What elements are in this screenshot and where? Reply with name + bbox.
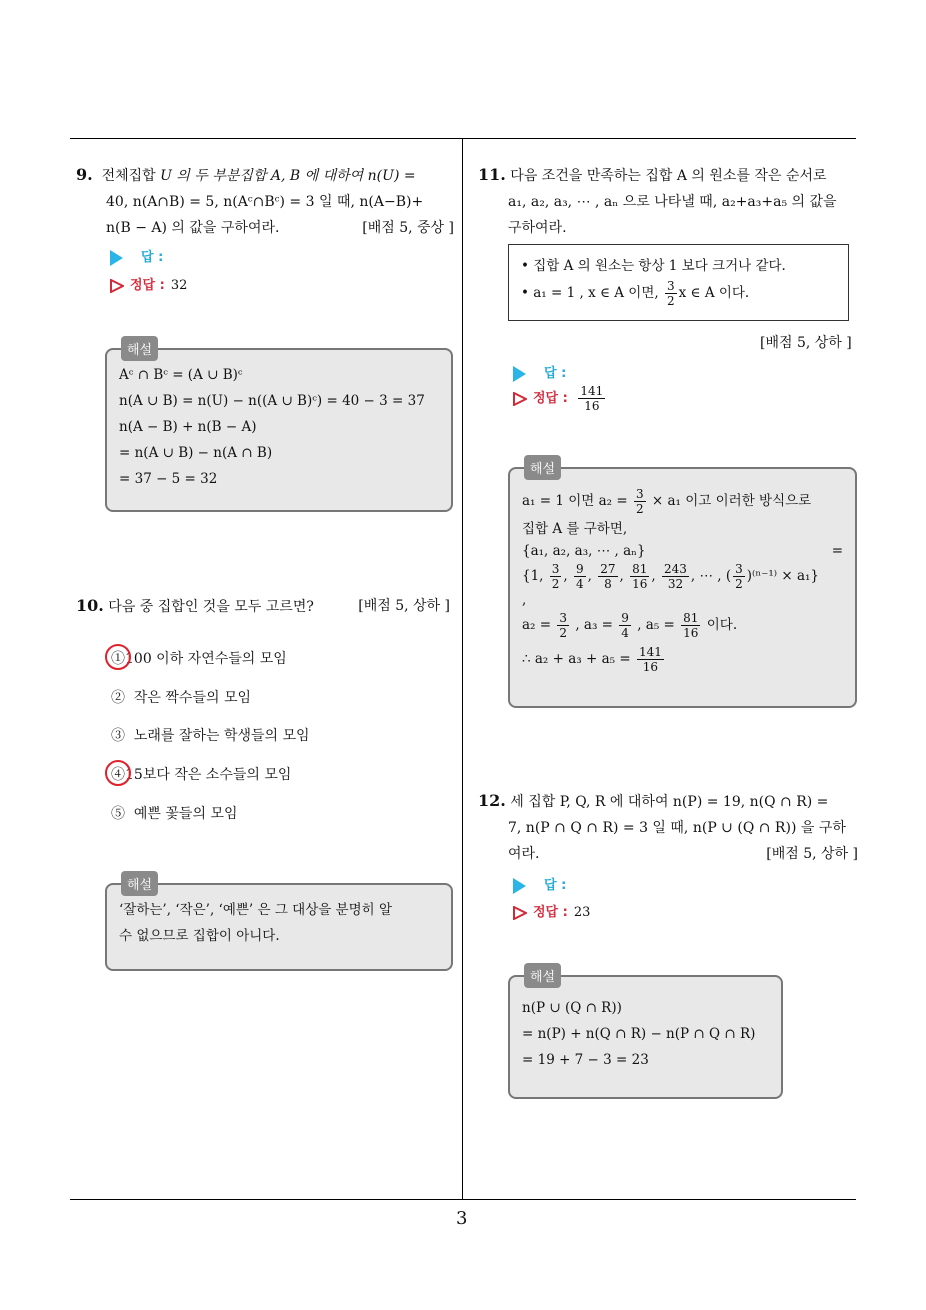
q11-sol1-post: × a₁ 이고 이러한 방식으로 <box>651 493 812 509</box>
numerator: 3 <box>559 611 568 625</box>
option-text: 작은 짝수들의 모임 <box>133 690 251 706</box>
fraction <box>557 611 569 640</box>
fraction <box>665 279 677 308</box>
q9-line1-math: U 의 두 부분집합 A, B 에 대하여 n(U) = <box>160 168 416 184</box>
q9-line2: 40, n(A∩B) = 5, n(Aᶜ∩Bᶜ) = 3 일 때, n(A−B)+ <box>106 194 424 210</box>
q10-solution-line: 수 없으므로 집합이 아니다. <box>119 928 280 944</box>
q11-correct-value <box>578 384 605 413</box>
fraction <box>574 562 586 591</box>
q10-option-1[interactable] <box>111 648 287 668</box>
bottom-rule <box>70 1199 856 1200</box>
q11-answer-row <box>513 362 566 382</box>
q9-line3: n(B − A) 의 값을 구하여라. <box>106 220 280 236</box>
denominator: 16 <box>632 577 648 591</box>
denominator: 2 <box>559 626 568 640</box>
numerator: 141 <box>580 384 604 398</box>
q9-correct-value: 32 <box>170 278 188 293</box>
q12-answer-row <box>513 874 566 894</box>
q9-solution-tag: 해설 <box>121 336 158 361</box>
question-12 <box>478 788 858 867</box>
denominator: 2 <box>551 577 560 591</box>
denominator: 8 <box>604 577 612 591</box>
denominator: 2 <box>635 502 644 516</box>
q11-sol7-pre: ∴ a₂ + a₃ + a₅ = <box>522 651 631 667</box>
play-icon <box>513 366 526 382</box>
play-icon <box>513 878 526 894</box>
q12-solution-line: n(P ∪ (Q ∩ R)) <box>522 1000 622 1016</box>
outline-triangle-icon <box>513 392 527 406</box>
denominator: 2 <box>666 294 675 308</box>
q12-solution-box <box>508 970 783 1099</box>
fraction <box>681 611 700 640</box>
q9-solution-box <box>105 343 453 512</box>
option-mark: ③ <box>111 728 125 744</box>
option-text: 예쁜 꽃들의 모임 <box>133 806 238 822</box>
q11-solution-line <box>522 542 843 560</box>
q12-correct-label: 정답 : <box>533 905 568 920</box>
q11-solution-line <box>522 608 843 642</box>
q12-score: [배점 5, 상하 ] <box>766 846 858 862</box>
fraction <box>619 611 631 640</box>
option-text: 100 이하 자연수들의 모임 <box>125 651 287 667</box>
numerator: 3 <box>635 487 644 501</box>
denominator: 16 <box>683 626 699 640</box>
q11-solution-line: 집합 A 를 구하면, <box>522 521 628 537</box>
denominator: 4 <box>576 577 584 591</box>
q10-option-5[interactable] <box>111 803 237 823</box>
q12-line1: 세 집합 P, Q, R 에 대하여 n(P) = 19, n(Q ∩ R) = <box>510 794 829 810</box>
q12-line3: 여라. <box>508 846 540 862</box>
q10-number: 10. <box>76 596 104 615</box>
question-9 <box>76 162 454 241</box>
q11-sol4-tail: , ⋯ , ( <box>690 568 732 584</box>
numerator: 3 <box>551 562 560 576</box>
q10-score: [배점 5, 상하 ] <box>358 598 450 614</box>
q9-solution-line: n(A ∪ B) = n(U) − n((A ∪ B)ᶜ) = 40 − 3 = 37 <box>119 393 425 409</box>
q11-solution-box <box>508 462 857 708</box>
denominator: 32 <box>667 577 684 591</box>
q12-number: 12. <box>478 791 506 810</box>
denominator: 2 <box>735 577 743 591</box>
q11-condition-2 <box>521 279 836 308</box>
q11-sol1-pre: a₁ = 1 이면 a₂ = <box>522 493 628 509</box>
option-mark: ② <box>111 690 125 706</box>
q11-solution-line <box>522 487 843 516</box>
top-rule <box>70 138 856 139</box>
numerator: 141 <box>638 645 662 659</box>
numerator: 3 <box>735 562 743 576</box>
q9-number: 9. <box>76 165 93 184</box>
selected-mark <box>105 644 131 670</box>
q11-sol6-end: 이다. <box>706 617 738 633</box>
q11-sol4-pow: )⁽ⁿ⁻¹⁾ × a₁} <box>746 568 820 584</box>
question-10 <box>76 593 450 620</box>
q12-correct-value: 23 <box>573 905 591 920</box>
option-mark: ① <box>111 651 125 667</box>
q11-number: 11. <box>478 165 506 184</box>
q11-condition-1: • 집합 A 의 원소는 항상 1 보다 크거나 같다. <box>521 258 786 274</box>
q12-line3-row <box>478 841 858 867</box>
q11-score: [배점 5, 상하 ] <box>760 335 852 351</box>
q12-solution-line: = n(P) + n(Q ∩ R) − n(P ∩ Q ∩ R) <box>522 1026 756 1042</box>
fraction <box>550 562 562 591</box>
q9-solution-line: = n(A ∪ B) − n(A ∩ B) <box>119 445 273 461</box>
selected-mark <box>105 760 131 786</box>
numerator: 3 <box>666 279 675 293</box>
q9-line1-text: 전체집합 <box>101 168 156 184</box>
numerator: 9 <box>576 562 584 576</box>
denominator: 16 <box>642 660 659 674</box>
option-text: 15보다 작은 소수들의 모임 <box>125 767 292 783</box>
q9-solution-line: = 37 − 5 = 32 <box>119 471 218 487</box>
q12-correct-row <box>513 901 590 920</box>
q9-correct-row <box>110 274 187 293</box>
outline-triangle-icon <box>513 906 527 920</box>
fraction <box>662 562 689 591</box>
q9-solution-line: n(A − B) + n(B − A) <box>119 419 257 435</box>
q11-sol6-a3: , a₃ = <box>575 617 613 633</box>
q11-line1: 다음 조건을 만족하는 집합 A 의 원소를 작은 순서로 <box>510 168 827 184</box>
q12-line2: 7, n(P ∩ Q ∩ R) = 3 일 때, n(P ∪ (Q ∩ R)) 을 구하 <box>508 820 846 836</box>
q11-line3: 구하여라. <box>508 220 567 236</box>
play-icon <box>110 250 123 266</box>
fraction <box>637 645 664 674</box>
q11-sol3-left: {a₁, a₂, a₃, ⋯ , aₙ} <box>522 543 646 559</box>
q9-correct-label: 정답 : <box>130 278 165 293</box>
q11-line2: a₁, a₂, a₃, ⋯ , aₙ 으로 나타낼 때, a₂+a₃+a₅ 의 값을 <box>508 194 837 210</box>
page-number: 3 <box>456 1208 468 1229</box>
q11-cond2-post: x ∈ A 이다. <box>678 285 750 301</box>
q9-line1 <box>76 162 454 189</box>
fraction <box>598 562 617 591</box>
numerator: 9 <box>621 611 629 625</box>
q9-score: [배점 5, 중상 ] <box>362 220 454 236</box>
q11-solution-line: {1, $\frac{3}{2}$ , $\frac{9}{4}$ , $\frac{27}{8}$ , $\frac{81}{16}$ , $\frac{243}{32}$ , ⋯ , ( $\frac{3}{2}$ )⁽ⁿ⁻¹⁾ × a₁} <box>522 562 820 591</box>
q10-option-2[interactable] <box>111 687 251 707</box>
q9-solution-line: Aᶜ ∩ Bᶜ = (A ∪ B)ᶜ <box>119 367 243 383</box>
q12-solution-line: = 19 + 7 − 3 = 23 <box>522 1052 649 1068</box>
q11-sol6-a5: , a₅ = <box>637 617 675 633</box>
q10-solution-box <box>105 878 453 971</box>
q11-solution-tag: 해설 <box>524 455 561 480</box>
option-mark: ④ <box>111 767 125 783</box>
numerator: 243 <box>664 562 687 576</box>
fraction <box>733 562 745 591</box>
q11-correct-row <box>513 384 607 413</box>
q11-sol6-a2: a₂ = <box>522 617 552 633</box>
q11-cond2-pre: • a₁ = 1 , x ∈ A 이면, <box>521 285 659 301</box>
denominator: 4 <box>621 626 629 640</box>
q10-solution-line: ‘잘하는’, ‘작은’, ‘예쁜’ 은 그 대상을 분명히 알 <box>119 902 393 918</box>
q11-sol3-eq: = <box>831 543 843 559</box>
q12-solution-tag: 해설 <box>524 963 561 988</box>
q10-option-4[interactable] <box>111 764 291 784</box>
option-mark: ⑤ <box>111 806 125 822</box>
q11-answer-label: 답 : <box>544 366 567 381</box>
numerator: 27 <box>600 562 616 576</box>
outline-triangle-icon <box>110 279 124 293</box>
q10-stem: 다음 중 집합인 것을 모두 고르면? <box>108 599 314 615</box>
denominator: 16 <box>584 399 600 413</box>
q9-line3-row <box>76 215 454 241</box>
fraction <box>634 487 646 516</box>
fraction <box>630 562 649 591</box>
q10-option-3[interactable] <box>111 725 310 745</box>
column-divider <box>462 138 463 1200</box>
q9-answer-row <box>110 246 163 266</box>
numerator: 81 <box>683 611 699 625</box>
q12-answer-label: 답 : <box>544 878 567 893</box>
q10-solution-tag: 해설 <box>121 871 158 896</box>
q9-answer-label: 답 : <box>141 250 164 265</box>
q11-condition-box <box>508 244 849 321</box>
q11-correct-label: 정답 : <box>533 391 568 406</box>
numerator: 81 <box>632 562 648 576</box>
q11-solution-line: , <box>522 592 527 608</box>
q11-solution-line <box>522 642 843 676</box>
option-text: 노래를 잘하는 학생들의 모임 <box>133 728 310 744</box>
question-11 <box>478 162 858 241</box>
q11-sol4-open: {1, <box>522 568 544 584</box>
